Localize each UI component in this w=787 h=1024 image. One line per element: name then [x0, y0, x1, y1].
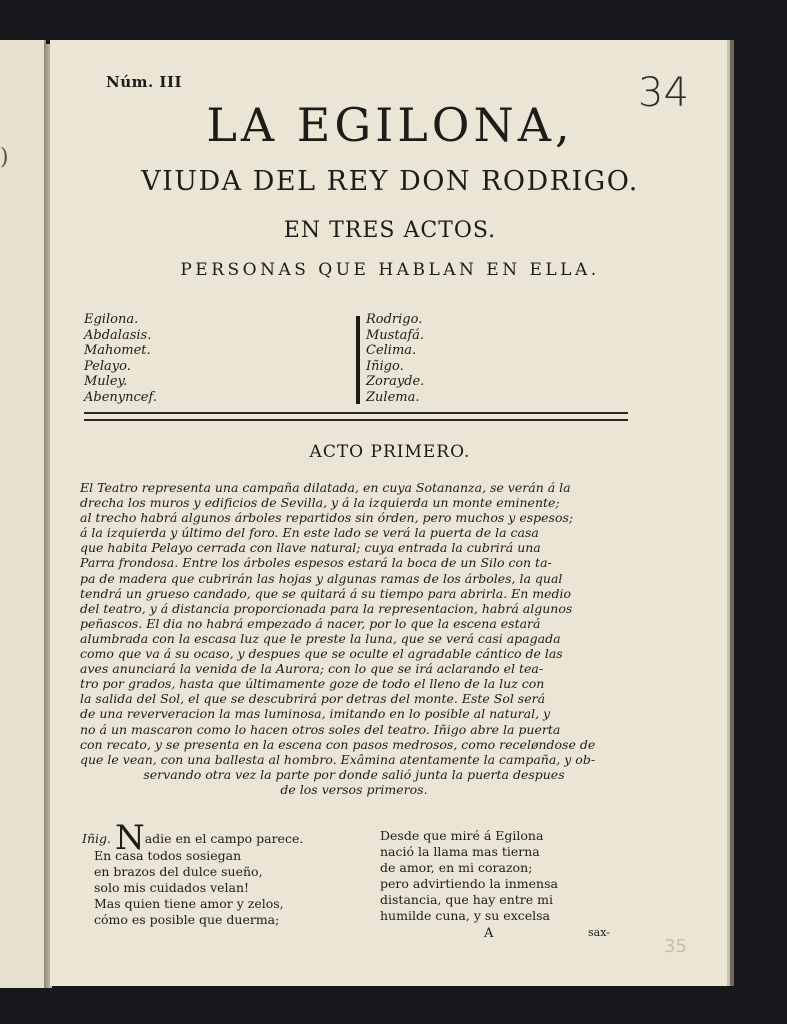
verse-line: Mas quien tiene amor y zelos, [94, 896, 284, 911]
stage-directions [80, 480, 628, 797]
stage-line: tro por grados, hasta que últimamente goze de todo el lleno de la luz con [80, 676, 545, 692]
stage-line: Parra frondosa. Entre los árboles espesos estará la boca de un Silo con ta- [80, 555, 552, 571]
cast-name: Rodrigo. [366, 312, 423, 327]
stage-line: no á un mascaron como lo hacen otros soles del teatro. Iñigo abre la puerta [80, 721, 561, 737]
stage-line: tendrá un grueso candado, que se quitará á su tiempo para abrirla. En medio [80, 585, 572, 601]
stage-line: aves anunciará la venida de la Aurora; con lo que se irá aclarando el tea- [80, 661, 544, 677]
cast-list-right [366, 312, 424, 405]
cast-name: Abenyncef. [84, 389, 157, 405]
drop-capital: N [114, 818, 145, 858]
stage-line: la salida del Sol, el que se descubrirá por detras del monte. Este Sol será [80, 691, 546, 707]
cast-name: Mahomet. [84, 343, 151, 358]
verse-column-left [82, 818, 362, 928]
handwritten-folio-number: 34 [638, 70, 689, 116]
cast-name: Zorayde. [366, 374, 425, 389]
stage-line: á la izquierda y último del foro. En este lado se verá la puerta de la casa [80, 525, 539, 541]
cast-name: Celima. [366, 343, 417, 358]
stage-line: de una reververacion la mas luminosa, imitando en lo posible al natural, y [80, 706, 551, 722]
stage-line: como que va á su ocaso, y despues que se oculte el agradable cántico de las [80, 646, 563, 662]
stage-line: El Teatro representa una campaña dilatada, en cuya Sotananza, se verán á la [80, 480, 571, 495]
stage-line: pa de madera que cubrirán las hojas y algunas ramas de los árboles, la qual [80, 570, 563, 586]
cast-name: Muley. [84, 374, 128, 389]
document-page [50, 40, 730, 986]
cast-name: Abdalasis. [84, 327, 152, 343]
verse-line: de amor, en mi corazon; [380, 860, 533, 875]
signature-mark: A [484, 926, 494, 941]
stage-line: del teatro, y á distancia proporcionada para la representacion, habrá algunos [80, 600, 573, 616]
cast-divider [356, 316, 360, 404]
stage-line: al trecho habrá algunos árboles repartidos sin órden, pero muchos y espesos; [80, 510, 574, 526]
adjacent-page [0, 40, 46, 988]
cast-name: Mustafá. [366, 327, 425, 343]
verse-line: solo mis cuidados velan! [94, 880, 250, 895]
verse-column-right [380, 828, 640, 924]
cast-name: Egilona. [84, 312, 139, 327]
adjacent-page-bracket: ) [0, 145, 9, 170]
stage-line: con recato, y se presenta en la escena con pasos medrosos, como receløndose de [80, 736, 596, 752]
cast-list-left [84, 312, 157, 405]
verse-line: Desde que miré á Egilona [380, 828, 544, 843]
verse-line: nació la llama mas tierna [380, 844, 540, 859]
stage-line: servando otra vez la parte por donde salió junta la puerta despues [143, 766, 565, 782]
stage-line: drecha los muros y edificios de Sevilla, y á la izquierda un monte eminente; [80, 495, 560, 511]
catchword: sax- [588, 926, 610, 939]
acts-note: EN TRES ACTOS. [283, 218, 497, 243]
stage-line: de los versos primeros. [280, 781, 428, 797]
verse-line: distancia, que hay entre mi [380, 892, 553, 907]
verse-line: En casa todos sosiegan [94, 848, 242, 863]
act-heading: ACTO PRIMERO. [309, 442, 471, 462]
play-title: LA EGILONA, [206, 98, 574, 152]
play-subtitle: VIUDA DEL REY DON RODRIGO. [141, 166, 639, 197]
stage-line: que habita Pelayo cerrada con llave natural; cuya entrada la cubrirá una [80, 540, 541, 556]
cast-name: Iñigo. [366, 358, 404, 374]
cast-name: Pelayo. [84, 358, 131, 374]
faint-bleed-through-number: 35 [664, 936, 687, 957]
verse-line: pero advirtiendo la inmensa [380, 876, 558, 891]
verse-line: en brazos del dulce sueño, [94, 864, 263, 879]
stage-line: alumbrada con la escasa luz que le preste la luna, que se verá casi apagada [80, 630, 561, 646]
ornamental-rule [84, 412, 628, 421]
verse-line: humilde cuna, y su excelsa [380, 908, 551, 923]
issue-number: Núm. III [106, 73, 182, 91]
cast-heading: PERSONAS QUE HABLAN EN ELLA. [180, 260, 600, 280]
verse-line: adie en el campo parece. [144, 831, 304, 846]
cast-name: Zulema. [366, 389, 420, 405]
stage-line: peñascos. El dia no habrá empezado á nacer, por lo que la escena estará [80, 615, 541, 631]
verse-line: cómo es posible que duerma; [94, 912, 280, 927]
speaker-name: Iñig. [82, 831, 111, 846]
stage-line: que le vean, con una ballesta al hombro. Exâmina atentamente la campaña, y ob- [80, 751, 596, 767]
